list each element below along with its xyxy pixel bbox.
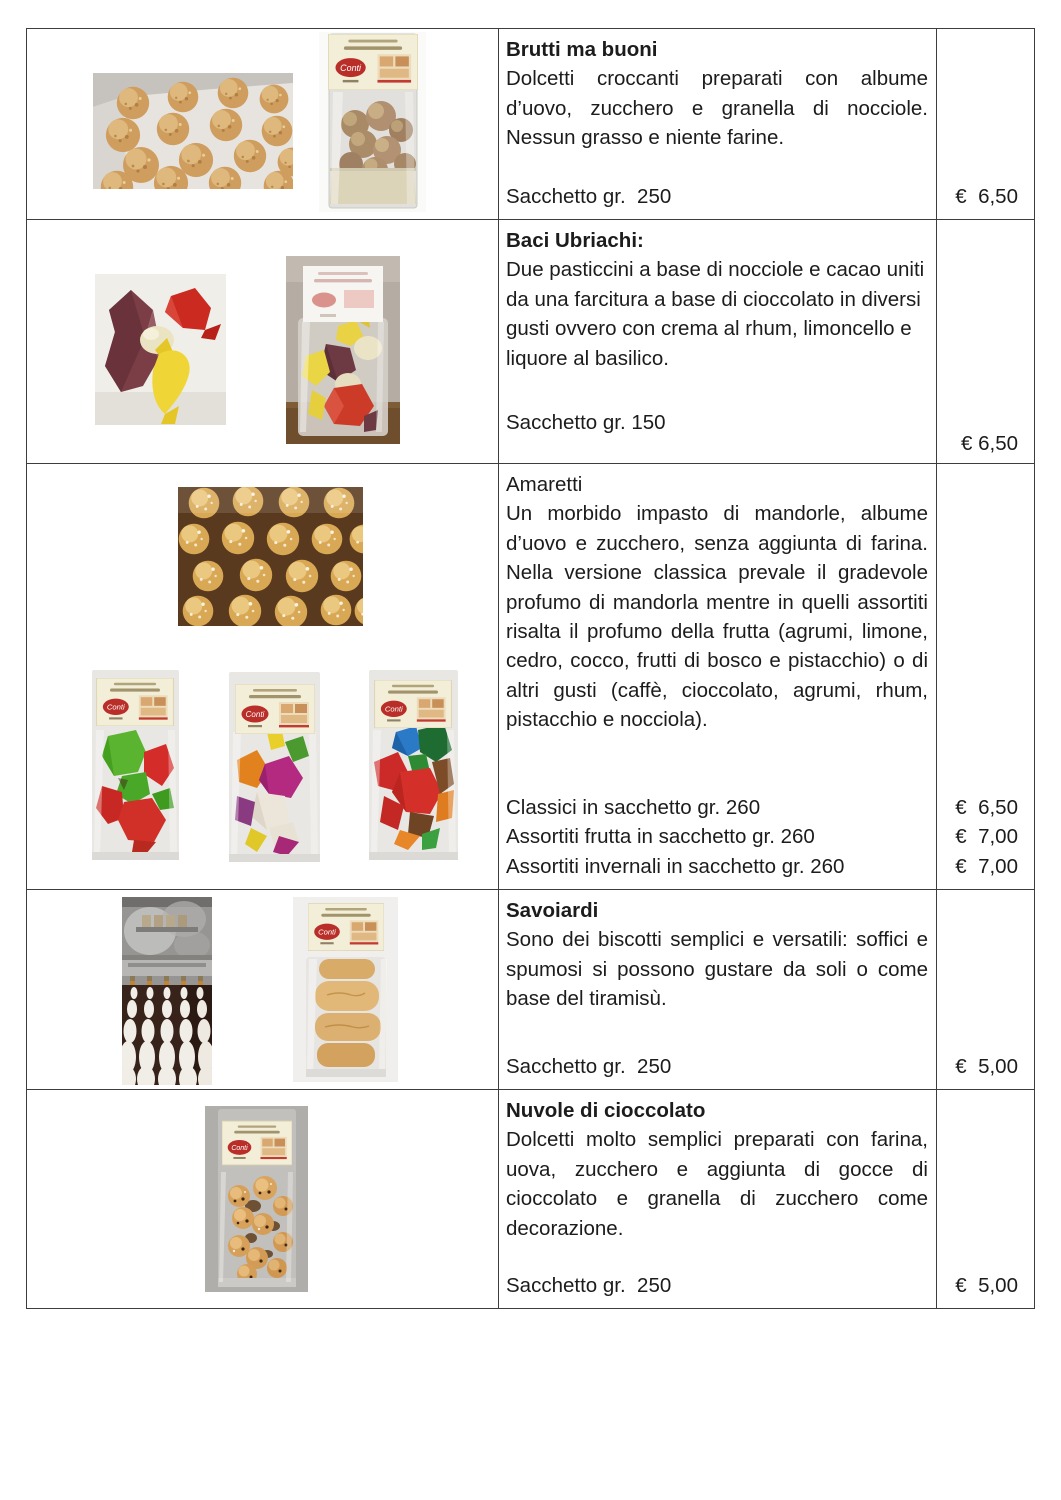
product-description: Dolcetti molto semplici preparati con farina, uova, zucchero e aggiunta di gocce di cioccolato e granella di zucchero come decorazione. xyxy=(506,1128,928,1240)
product-price-table xyxy=(26,28,1035,1309)
table-row-amaretti xyxy=(27,463,1034,889)
product-title: Savoiardi xyxy=(506,899,599,922)
product-variant-price: € 7,00 xyxy=(955,854,1018,878)
product-variant-label: Classici in sacchetto gr. 260 xyxy=(506,795,761,819)
bag-classic-photo xyxy=(88,668,183,864)
product-variant-label: Assortiti invernali in sacchetto gr. 260 xyxy=(506,854,845,878)
product-title: Nuvole di cioccolato xyxy=(506,1099,706,1122)
product-variant-price: € 7,00 xyxy=(955,825,1018,849)
product-text-cell xyxy=(498,220,937,463)
bag-assorted-fruit-photo xyxy=(223,670,326,866)
production-line-photo xyxy=(122,897,212,1085)
product-price-cell xyxy=(937,890,1034,1089)
product-images-cell xyxy=(27,220,498,463)
product-text-cell xyxy=(498,1090,937,1308)
product-price: € 5,00 xyxy=(955,1273,1018,1297)
product-text-cell xyxy=(498,890,937,1089)
product-description: Due pasticcini a base di nocciole e cacao uniti da una farcitura a base di cioccolato in diversi gusti ovvero con crema al rhum, limoncello e liquore al basilico. xyxy=(506,258,925,370)
product-text-cell xyxy=(498,29,937,219)
product-size: Sacchetto gr. 250 xyxy=(506,1054,672,1078)
packaged-bag-photo xyxy=(205,1106,308,1292)
product-price: € 5,00 xyxy=(955,1054,1018,1078)
product-price-cell xyxy=(937,464,1034,889)
product-images-cell xyxy=(27,29,498,219)
table-row-nuvole-di-cioccolato xyxy=(27,1089,1034,1308)
product-variant-label: Assortiti frutta in sacchetto gr. 260 xyxy=(506,825,815,849)
product-description: Dolcetti croccanti preparati con albume d’uovo, zucchero e granella di nocciole. Nessun grasso e niente farine. xyxy=(506,67,928,150)
product-price-cell xyxy=(937,220,1034,463)
packaged-bag-photo xyxy=(286,256,400,444)
cookies-on-tray-photo xyxy=(93,73,293,189)
product-size: Sacchetto gr. 150 xyxy=(506,410,666,434)
table-row-savoiardi xyxy=(27,889,1034,1089)
packaged-bag-photo xyxy=(319,32,426,212)
product-title: Brutti ma buoni xyxy=(506,38,658,61)
product-price-cell xyxy=(937,29,1034,219)
product-images-cell xyxy=(27,890,498,1089)
product-variant-price: € 6,50 xyxy=(955,795,1018,819)
product-description: Sono dei biscotti semplici e versatili: soffici e spumosi si possono gustare da soli o come base del tiramisù. xyxy=(506,928,928,1011)
product-text-cell xyxy=(498,464,937,889)
product-description: Un morbido impasto di mandorle, albume d’uovo e zucchero, senza aggiunta di farina. Nella versione classica prevale il gradevole profumo di mandorla mentre in quelli assortiti risalta il profumo della frutta (agrumi, limone, cedro, cocco, frutti di bosco e pistacchio) o di altri gusti (caffè, cioccolato, agrumi, rhum, pistacchio e nocciola). xyxy=(506,502,928,732)
table-row-brutti-ma-buoni xyxy=(27,29,1034,219)
table-row-baci-ubriachi xyxy=(27,219,1034,463)
product-images-cell xyxy=(27,464,498,889)
product-size: Sacchetto gr. 250 xyxy=(506,184,672,208)
product-price: € 6,50 xyxy=(955,184,1018,208)
product-price: € 6,50 xyxy=(961,431,1018,455)
wrapped-candies-photo xyxy=(95,274,226,425)
amaretti-tray-photo xyxy=(178,487,363,626)
product-price-cell xyxy=(937,1090,1034,1308)
packaged-bag-photo xyxy=(293,897,398,1082)
bag-assorted-winter-photo xyxy=(364,668,463,864)
product-size: Sacchetto gr. 250 xyxy=(506,1273,672,1297)
product-title: Baci Ubriachi: xyxy=(506,229,644,252)
product-title: Amaretti xyxy=(506,473,583,496)
product-images-cell xyxy=(27,1090,498,1308)
